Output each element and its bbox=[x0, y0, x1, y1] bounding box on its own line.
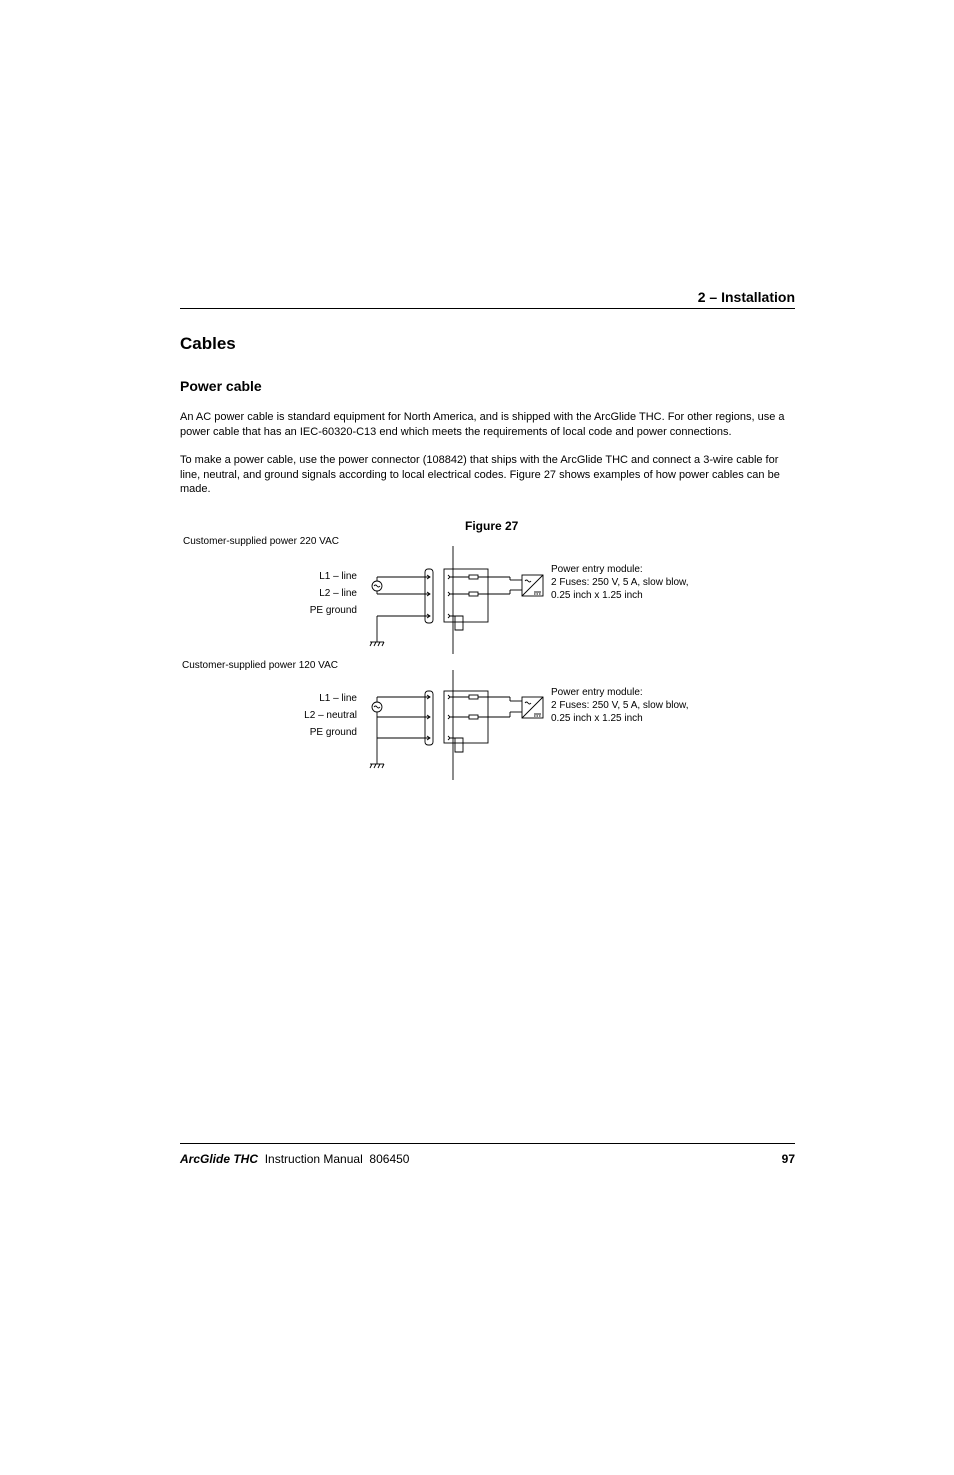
paragraph-1: An AC power cable is standard equipment for North America, and is shipped with the ArcGlide THC. For other regions, use a power cable that has an IEC-60320-C13 end which meets the requirements of local code and power connections. bbox=[180, 411, 785, 438]
page-number: 97 bbox=[781, 1152, 795, 1166]
diagram-220-wire-pe: PE ground bbox=[309, 605, 357, 616]
fuse-icon bbox=[469, 592, 478, 596]
fuse-icon bbox=[469, 575, 478, 579]
chapter-header: 2 – Installation bbox=[697, 289, 795, 305]
diagram-120-wire-l2: L2 – neutral bbox=[304, 710, 357, 721]
diagram-120-module-line-2: 2 Fuses: 250 V, 5 A, slow blow, bbox=[551, 700, 689, 711]
footer-rule bbox=[180, 1143, 795, 1144]
paragraph-2: To make a power cable, use the power connector (108842) that ships with the ArcGlide THC and connect a 3-wire cable for line, neutral, and ground signals according to local electrical codes. Figure 27 shows examples of how power cables can be made. bbox=[180, 454, 780, 495]
ground-icon bbox=[370, 764, 384, 768]
diagram-120-wire-l1: L1 – line bbox=[319, 693, 357, 704]
diagram-220-title: Customer-supplied power 220 VAC bbox=[183, 536, 340, 547]
fuse-icon bbox=[469, 715, 478, 719]
diagram-220-drawing bbox=[370, 546, 543, 654]
footer-doc-info bbox=[180, 1152, 409, 1166]
sine-icon bbox=[374, 706, 380, 708]
diagram-120-module-line-1: Power entry module: bbox=[551, 687, 643, 698]
ground-icon bbox=[370, 642, 384, 646]
diagram-120-module-line-3: 0.25 inch x 1.25 inch bbox=[551, 713, 643, 724]
diagram-220-wire-l2: L2 – line bbox=[319, 588, 357, 599]
diagram-120-title: Customer-supplied power 120 VAC bbox=[182, 660, 339, 671]
fuse-icon bbox=[469, 695, 478, 699]
footer-manual: Instruction Manual bbox=[264, 1152, 363, 1166]
diagram-120-wire-pe: PE ground bbox=[309, 727, 357, 738]
diagram-120-drawing bbox=[370, 670, 543, 780]
footer-doc-number: 806450 bbox=[369, 1152, 410, 1166]
diagram-220-wire-l1: L1 – line bbox=[319, 571, 357, 582]
figure-label: Figure 27 bbox=[465, 519, 519, 533]
section-title: Cables bbox=[180, 334, 236, 353]
diagram-220-module-line-2: 2 Fuses: 250 V, 5 A, slow blow, bbox=[551, 577, 689, 588]
diagram-220-module-line-1: Power entry module: bbox=[551, 564, 643, 575]
sine-icon bbox=[374, 585, 380, 587]
footer-brand: ArcGlide THC bbox=[180, 1152, 259, 1166]
subsection-title: Power cable bbox=[180, 378, 262, 394]
diagram-220-module-line-3: 0.25 inch x 1.25 inch bbox=[551, 590, 643, 601]
